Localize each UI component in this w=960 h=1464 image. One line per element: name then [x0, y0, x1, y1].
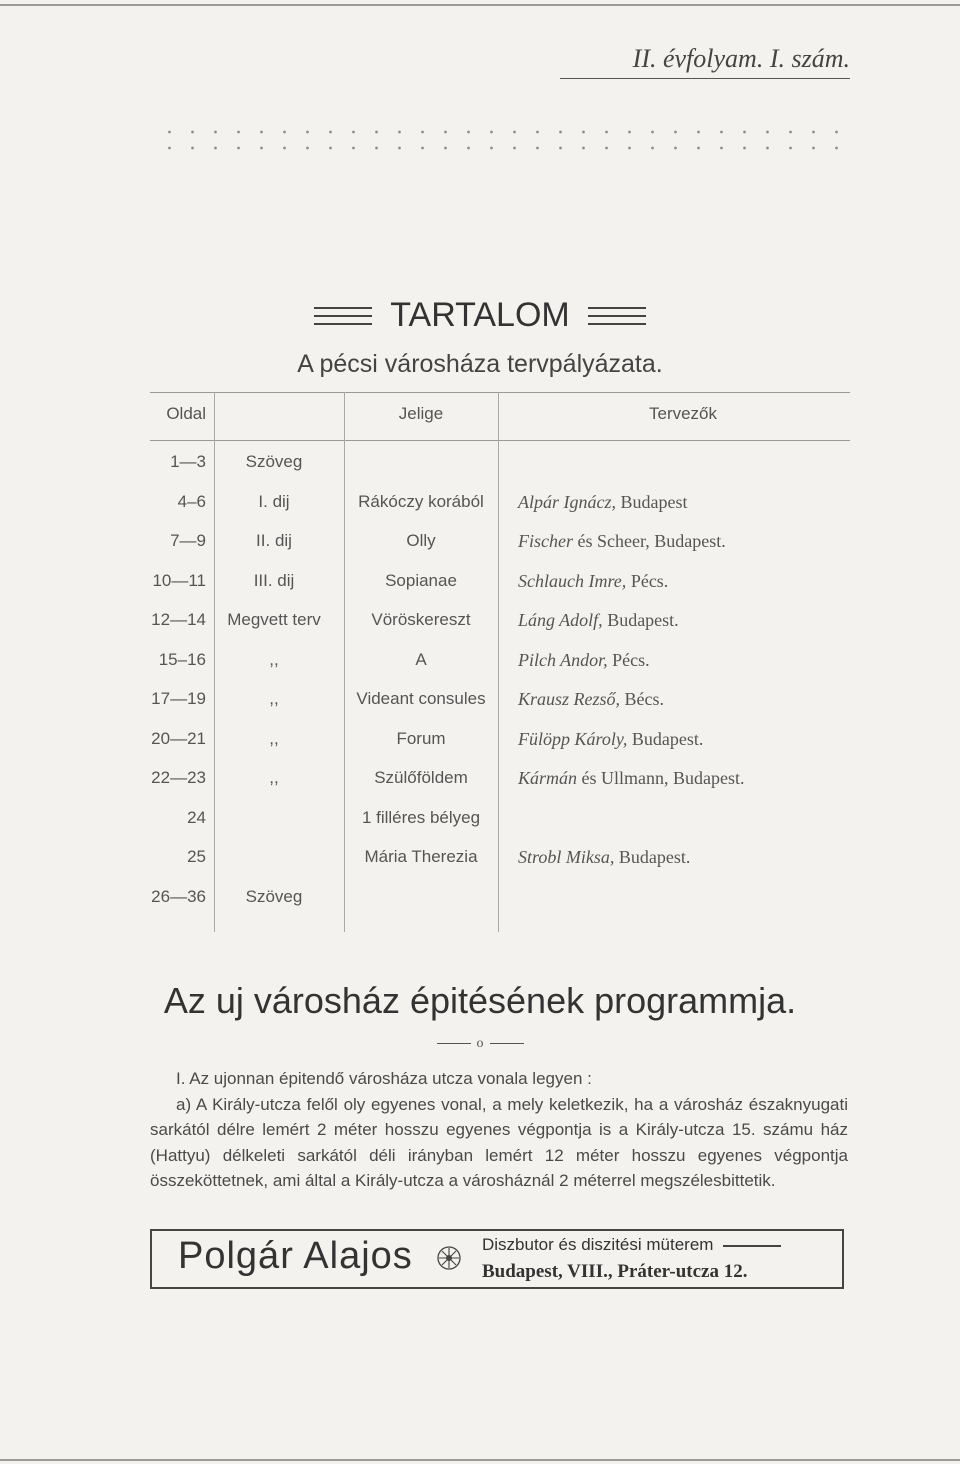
contents-title: TARTALOM	[390, 296, 570, 334]
architect-name: Alpár Ignácz,	[518, 491, 616, 512]
row-architect	[518, 847, 848, 868]
row-award: ,,	[269, 728, 279, 748]
program-paragraph-1: I. Az ujonnan épitendő városháza utcza vonala legyen :	[176, 1069, 592, 1088]
row-award: I. dij	[258, 491, 290, 511]
row-motto: Mária Therezia	[364, 847, 478, 866]
table-row	[150, 452, 850, 488]
table-top-rule	[150, 392, 850, 393]
architect-name: Fischer	[518, 531, 573, 551]
row-architect	[518, 492, 848, 513]
rosette-icon	[436, 1245, 462, 1271]
architect-name: Krausz Rezső,	[518, 689, 621, 709]
table-row	[150, 492, 850, 528]
header-page: Oldal	[166, 404, 206, 423]
row-award: Megvett terv	[227, 610, 321, 629]
row-award: Szöveg	[245, 452, 303, 471]
row-award: II. dij	[256, 531, 292, 550]
table-row	[150, 689, 850, 725]
row-motto: Videant consules	[356, 689, 486, 708]
row-page: 12—14	[151, 610, 206, 629]
program-paragraph-2: a) A Király-utcza felől oly egyenes vonal, a mely keletkezik, ha a városház északnyugati sarkától délre lemért 2 méter hosszu egyenes végpontja is a Király-utcza 15. számu ház (Hattyu) délkeleti sarkától déli irányban lemért 12 méter hosszu egyenes végpontja összeköttetnek, ami által a Király-utcza a városháznál 2 méterrel megszélesbittetik.	[150, 1094, 848, 1191]
header-architects: Tervezők	[648, 404, 718, 423]
architect-name: Schlauch Imre,	[518, 570, 627, 591]
architect-name: Fülöpp Károly,	[518, 728, 628, 749]
separator: o	[0, 1036, 960, 1052]
issue-number: II. évfolyam. I. szám.	[632, 44, 850, 73]
ornament-left	[314, 307, 372, 325]
header-motto: Jelige	[398, 404, 444, 423]
advertisement	[150, 1229, 844, 1289]
row-page: 26—36	[151, 886, 206, 906]
contents-title-block	[0, 296, 960, 335]
ad-company-name: Polgár Alajos	[178, 1235, 413, 1277]
architect-city: Budapest.	[602, 610, 679, 630]
program-heading: Az uj városház épitésének programmja.	[163, 980, 797, 1021]
row-motto: 1 filléres bélyeg	[361, 807, 481, 827]
row-page: 22—23	[151, 768, 206, 787]
row-page: 17—19	[151, 689, 206, 708]
row-motto: Forum	[396, 728, 446, 748]
row-page: 7—9	[170, 531, 206, 550]
row-award: Szöveg	[245, 886, 303, 906]
row-architect	[518, 768, 848, 789]
architect-city: Budapest.	[614, 847, 691, 867]
table-row	[150, 650, 850, 686]
table-row	[150, 531, 850, 567]
architect-city: Bécs.	[620, 689, 665, 709]
row-motto: Rákóczy korából	[358, 491, 484, 511]
row-architect	[518, 531, 848, 552]
row-motto: A	[415, 649, 427, 669]
row-award: ,,	[269, 649, 279, 669]
row-page: 1—3	[170, 452, 206, 471]
table-row	[150, 610, 850, 646]
architect-city: Pécs.	[626, 570, 669, 591]
row-page: 15–16	[158, 649, 206, 669]
ornament-right	[588, 307, 646, 325]
architect-name: Láng Adolf,	[518, 610, 603, 630]
row-architect	[518, 689, 848, 710]
program-text	[150, 1066, 848, 1194]
dotted-ornament	[158, 124, 848, 154]
row-page: 4–6	[177, 491, 206, 511]
architect-city: Budapest.	[627, 728, 704, 749]
bottom-rule	[0, 1459, 960, 1461]
table-row	[150, 571, 850, 607]
architect-name: Pilch Andor,	[518, 649, 608, 670]
table-header-rule	[150, 440, 850, 441]
row-page: 25	[187, 847, 206, 866]
row-award: III. dij	[253, 570, 295, 590]
row-architect	[518, 729, 848, 750]
row-motto: Szülőföldem	[374, 768, 468, 787]
row-motto: Sopianae	[385, 570, 457, 590]
ad-line-2: Budapest, VIII., Práter-utcza 12.	[482, 1261, 748, 1282]
row-page: 20—21	[151, 728, 206, 748]
architect-city: Pécs.	[607, 649, 650, 670]
architect-city: és Ullmann, Budapest.	[577, 768, 745, 788]
architect-city: és Scheer, Budapest.	[572, 531, 726, 551]
architect-name: Strobl Miksa,	[518, 847, 615, 867]
ad-line-1: Diszbutor és diszitési müterem	[482, 1235, 781, 1255]
issue-underline	[560, 78, 850, 79]
row-architect	[518, 610, 848, 631]
row-award: ,,	[269, 768, 279, 787]
architect-name: Kármán	[518, 768, 578, 788]
row-motto: Vöröskereszt	[371, 610, 471, 629]
row-motto: Olly	[406, 531, 436, 550]
top-rule	[0, 4, 960, 6]
contents-table	[150, 392, 850, 932]
row-page: 24	[187, 807, 206, 827]
row-award: ,,	[269, 689, 279, 708]
table-row	[150, 729, 850, 765]
row-page: 10—11	[152, 570, 206, 590]
row-architect	[518, 650, 848, 671]
table-row	[150, 768, 850, 804]
table-row	[150, 808, 850, 844]
table-row	[150, 847, 850, 883]
contents-subtitle: A pécsi városháza tervpályázata.	[297, 350, 663, 378]
table-row	[150, 887, 850, 923]
architect-city: Budapest	[616, 491, 688, 512]
row-architect	[518, 571, 848, 592]
